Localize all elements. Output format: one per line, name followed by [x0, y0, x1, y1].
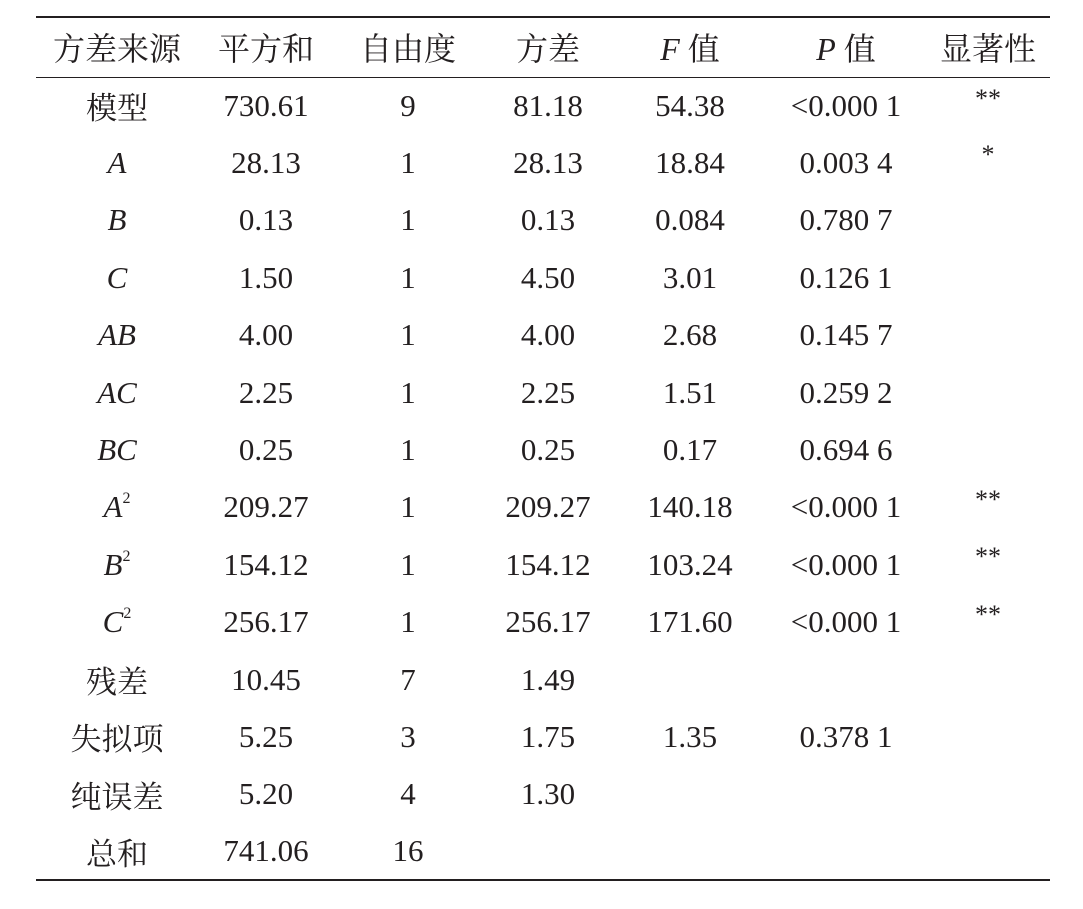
header-degrees-of-freedom: [334, 17, 482, 77]
source-label: C: [102, 604, 124, 640]
cell-p-value: 0.003 4: [799, 145, 893, 181]
cell-mean-square: 2.25: [520, 374, 576, 410]
source-label: A: [103, 489, 123, 525]
cell-sum-of-squares: 2.25: [238, 374, 294, 410]
source-label: B: [103, 546, 123, 582]
cell-significance: [926, 364, 1050, 421]
cell-source: [36, 134, 198, 191]
anova-table: [36, 16, 1050, 881]
cell-p-value: 0.780 7: [799, 202, 893, 238]
source-label: 失拟项: [70, 722, 164, 758]
cell-significance: [926, 192, 1050, 249]
table-row: [36, 421, 1050, 478]
source-label: 纯误差: [70, 779, 164, 815]
cell-f-value: 18.84: [655, 145, 725, 181]
cell-significance: [926, 766, 1050, 823]
header-f-value: [614, 17, 766, 77]
cell-degrees-of-freedom: 1: [400, 145, 416, 181]
cell-sum-of-squares: 154.12: [223, 546, 309, 582]
cell-sum-of-squares: 5.20: [238, 776, 294, 812]
cell-f-value: 2.68: [662, 317, 718, 353]
cell-degrees-of-freedom: 1: [400, 259, 416, 295]
cell-mean-square: 4.00: [520, 317, 576, 353]
cell-degrees-of-freedom: 1: [400, 317, 416, 353]
cell-p-value: <0.000 1: [790, 604, 902, 640]
cell-sum-of-squares: 730.61: [223, 87, 309, 123]
cell-f-value: 0.084: [655, 202, 725, 238]
cell-degrees-of-freedom: 16: [334, 823, 482, 880]
cell-mean-square: 154.12: [505, 546, 591, 582]
cell-significance: **: [975, 83, 1001, 113]
cell-mean-square: 1.30: [520, 776, 576, 812]
cell-source: [36, 364, 198, 421]
cell-significance: [926, 651, 1050, 708]
header-mean-square-label: 方差: [515, 31, 580, 68]
table-row: [36, 77, 1050, 134]
cell-p-value: 0.378 1: [799, 718, 893, 754]
cell-source: [36, 307, 198, 364]
cell-f-value: 1.35: [662, 718, 718, 754]
cell-source: [36, 421, 198, 478]
cell-mean-square: 0.13: [520, 202, 576, 238]
cell-p-value: 0.145 7: [799, 317, 893, 353]
cell-significance: [926, 823, 1050, 880]
header-f-label: 值: [679, 31, 720, 68]
header-p-symbol: P: [816, 31, 836, 68]
cell-f-value: 3.01: [662, 259, 718, 295]
cell-f-value: [614, 823, 766, 880]
cell-sum-of-squares: 741.06: [198, 823, 334, 880]
cell-degrees-of-freedom: 9: [400, 87, 416, 123]
header-mean-square: [482, 17, 614, 77]
source-label: C: [106, 259, 128, 295]
header-p-label: 值: [835, 31, 876, 68]
table-row: [36, 766, 1050, 823]
table-row: [36, 708, 1050, 765]
table-header-row: [36, 17, 1050, 77]
cell-p-value: 0.126 1: [799, 259, 893, 295]
cell-mean-square: 28.13: [513, 145, 583, 181]
anova-table-container: [36, 16, 1050, 881]
cell-significance: [926, 421, 1050, 478]
cell-source: [36, 766, 198, 823]
cell-f-value: 140.18: [647, 489, 733, 525]
cell-f-value: 54.38: [655, 87, 725, 123]
cell-significance: **: [975, 484, 1001, 514]
cell-source: [36, 536, 198, 593]
cell-f-value: 171.60: [647, 604, 733, 640]
header-p-value: [766, 17, 926, 77]
cell-degrees-of-freedom: 1: [400, 432, 416, 468]
cell-mean-square: 1.75: [520, 718, 576, 754]
cell-f-value: [614, 766, 766, 823]
cell-significance: **: [975, 599, 1001, 629]
cell-p-value: [766, 766, 926, 823]
source-exponent: 2: [123, 605, 132, 623]
cell-sum-of-squares: 0.25: [238, 432, 294, 468]
cell-source: [36, 651, 198, 708]
source-exponent: 2: [122, 547, 131, 565]
cell-f-value: 0.17: [662, 432, 718, 468]
cell-significance: *: [981, 140, 995, 170]
cell-p-value: 0.694 6: [799, 432, 893, 468]
cell-mean-square: 209.27: [505, 489, 591, 525]
cell-p-value: [766, 651, 926, 708]
table-row: [36, 249, 1050, 306]
table-row: [36, 192, 1050, 249]
cell-degrees-of-freedom: 1: [400, 604, 416, 640]
header-f-symbol: F: [660, 31, 680, 68]
cell-degrees-of-freedom: 7: [400, 661, 416, 697]
source-label: A: [107, 145, 127, 181]
source-label: 总和: [86, 836, 148, 872]
table-row: [36, 479, 1050, 536]
table-body: [36, 77, 1050, 880]
table-row: [36, 364, 1050, 421]
header-sum-of-squares: [198, 17, 334, 77]
cell-sum-of-squares: 256.17: [223, 604, 309, 640]
cell-source: [36, 77, 198, 134]
cell-p-value: 0.259 2: [799, 374, 893, 410]
cell-mean-square: [482, 823, 614, 880]
table-row: [36, 594, 1050, 651]
cell-sum-of-squares: 28.13: [231, 145, 301, 181]
cell-degrees-of-freedom: 1: [400, 546, 416, 582]
header-significance: [926, 17, 1050, 77]
cell-sum-of-squares: 0.13: [238, 202, 294, 238]
source-label: BC: [97, 432, 137, 468]
cell-source: [36, 192, 198, 249]
cell-significance: [926, 249, 1050, 306]
cell-source: [36, 479, 198, 536]
cell-p-value: <0.000 1: [790, 87, 902, 123]
cell-f-value: [614, 651, 766, 708]
table-row: [36, 536, 1050, 593]
cell-significance: [926, 307, 1050, 364]
source-label: AB: [98, 317, 136, 353]
cell-source: [36, 823, 198, 880]
cell-sum-of-squares: 1.50: [238, 259, 294, 295]
cell-source: [36, 594, 198, 651]
source-label: B: [107, 202, 127, 238]
cell-sum-of-squares: 5.25: [238, 718, 294, 754]
cell-p-value: <0.000 1: [790, 546, 902, 582]
cell-mean-square: 256.17: [505, 604, 591, 640]
table-row: [36, 651, 1050, 708]
cell-degrees-of-freedom: 1: [400, 374, 416, 410]
cell-mean-square: 0.25: [520, 432, 576, 468]
cell-mean-square: 1.49: [520, 661, 576, 697]
source-label: 残差: [86, 665, 148, 701]
cell-p-value: <0.000 1: [790, 489, 902, 525]
table-row: [36, 134, 1050, 191]
cell-degrees-of-freedom: 4: [400, 776, 416, 812]
header-sum-of-squares-label: 平方和: [217, 31, 314, 68]
cell-sum-of-squares: 4.00: [238, 317, 294, 353]
cell-mean-square: 81.18: [513, 87, 583, 123]
cell-degrees-of-freedom: 1: [400, 202, 416, 238]
cell-significance: [926, 708, 1050, 765]
cell-sum-of-squares: 10.45: [231, 661, 301, 697]
cell-degrees-of-freedom: 3: [400, 718, 416, 754]
source-label: 模型: [86, 91, 148, 127]
header-significance-label: 显著性: [939, 31, 1036, 68]
cell-p-value: [766, 823, 926, 880]
cell-source: [36, 249, 198, 306]
table-row: [36, 823, 1050, 880]
table-row: [36, 307, 1050, 364]
cell-sum-of-squares: 209.27: [223, 489, 309, 525]
cell-source: [36, 708, 198, 765]
header-degrees-of-freedom-label: 自由度: [359, 31, 456, 68]
cell-f-value: 103.24: [647, 546, 733, 582]
cell-mean-square: 4.50: [520, 259, 576, 295]
cell-degrees-of-freedom: 1: [400, 489, 416, 525]
cell-significance: **: [975, 542, 1001, 572]
header-source-label: 方差来源: [52, 31, 181, 68]
source-exponent: 2: [122, 490, 131, 508]
source-label: AC: [97, 374, 137, 410]
header-source: [36, 17, 198, 77]
cell-f-value: 1.51: [662, 374, 718, 410]
